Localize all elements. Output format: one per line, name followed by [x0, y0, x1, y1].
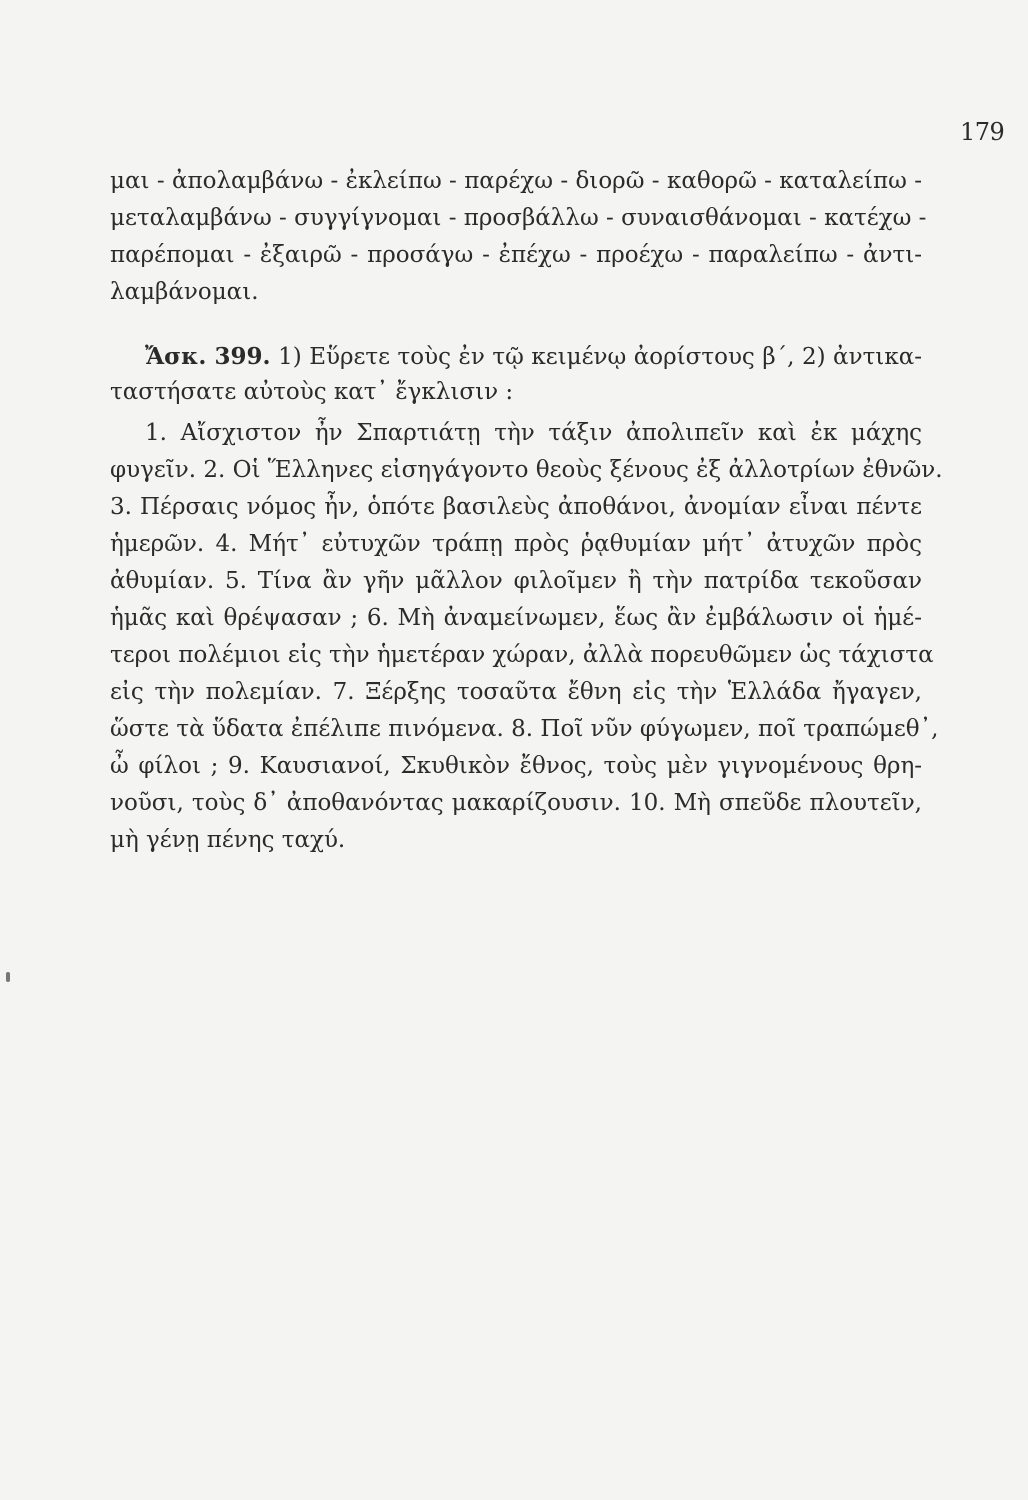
list-line: μεταλαμβάνω - συγγίγνομαι - προσβάλλω - συναισθάνομαι - κατέχω -	[110, 205, 927, 231]
exercise-line: ὦ φίλοι ; 9. Καυσιανοί, Σκυθικὸν ἔθνος, τοὺς μὲν γιγνομένους θρη-	[110, 753, 922, 779]
exercise-heading	[145, 345, 922, 369]
exercise-line: φυγεῖν. 2. Οἱ Ἕλληνες εἰσηγάγοντο θεοὺς ξένους ἐξ ἀλλοτρίων ἐθνῶν.	[110, 457, 943, 483]
exercise-line: εἰς τὴν πολεμίαν. 7. Ξέρξης τοσαῦτα ἔθνη εἰς τὴν Ἑλλάδα ἤγαγεν,	[110, 679, 922, 705]
exercise-line: ἡμερῶν. 4. Μήτ᾽ εὐτυχῶν τράπῃ πρὸς ῥᾳθυμίαν μήτ᾽ ἀτυχῶν πρὸς	[110, 531, 922, 557]
list-line: λαμβάνομαι.	[110, 279, 259, 305]
list-line: μαι - ἀπολαμβάνω - ἐκλείπω - παρέχω - διορῶ - καθορῶ - καταλείπω -	[110, 168, 922, 194]
exercise-line: νοῦσι, τοὺς δ᾽ ἀποθανόντας μακαρίζουσιν. 10. Μὴ σπεῦδε πλουτεῖν,	[110, 790, 922, 816]
exercise-line: 1. Αἴσχιστον ἦν Σπαρτιάτῃ τὴν τάξιν ἀπολιπεῖν καὶ ἐκ μάχης	[145, 420, 922, 446]
exercise-label: Ἄσκ. 399.	[145, 343, 271, 370]
list-line: παρέπομαι - ἐξαιρῶ - προσάγω - ἐπέχω - προέχω - παραλείπω - ἀντι-	[110, 242, 922, 268]
exercise-instruction: 1) Εὕρετε τοὺς ἐν τῷ κειμένῳ ἀορίστους β΄, 2) ἀντικα-	[278, 344, 922, 370]
page-number: 179	[960, 118, 1005, 146]
exercise-line: τεροι πολέμιοι εἰς τὴν ἡμετέραν χώραν, ἀλλὰ πορευθῶμεν ὡς τάχιστα	[110, 642, 934, 668]
exercise-line: μὴ γένῃ πένης ταχύ.	[110, 827, 346, 853]
scan-mark	[6, 972, 10, 982]
exercise-line: 3. Πέρσαις νόμος ἦν, ὁπότε βασιλεὺς ἀποθάνοι, ἀνομίαν εἶναι πέντε	[110, 494, 922, 520]
exercise-line: ἡμᾶς καὶ θρέψασαν ; 6. Μὴ ἀναμείνωμεν, ἕως ἂν ἐμβάλωσιν οἱ ἡμέ-	[110, 605, 922, 631]
exercise-line: ἀθυμίαν. 5. Τίνα ἂν γῆν μᾶλλον φιλοῖμεν ἢ τὴν πατρίδα τεκοῦσαν	[110, 568, 922, 594]
exercise-instruction-cont: ταστήσατε αὐτοὺς κατ᾽ ἔγκλισιν :	[110, 379, 514, 405]
exercise-line: ὥστε τὰ ὕδατα ἐπέλιπε πινόμενα. 8. Ποῖ νῦν φύγωμεν, ποῖ τραπώμεθ᾽,	[110, 716, 939, 742]
